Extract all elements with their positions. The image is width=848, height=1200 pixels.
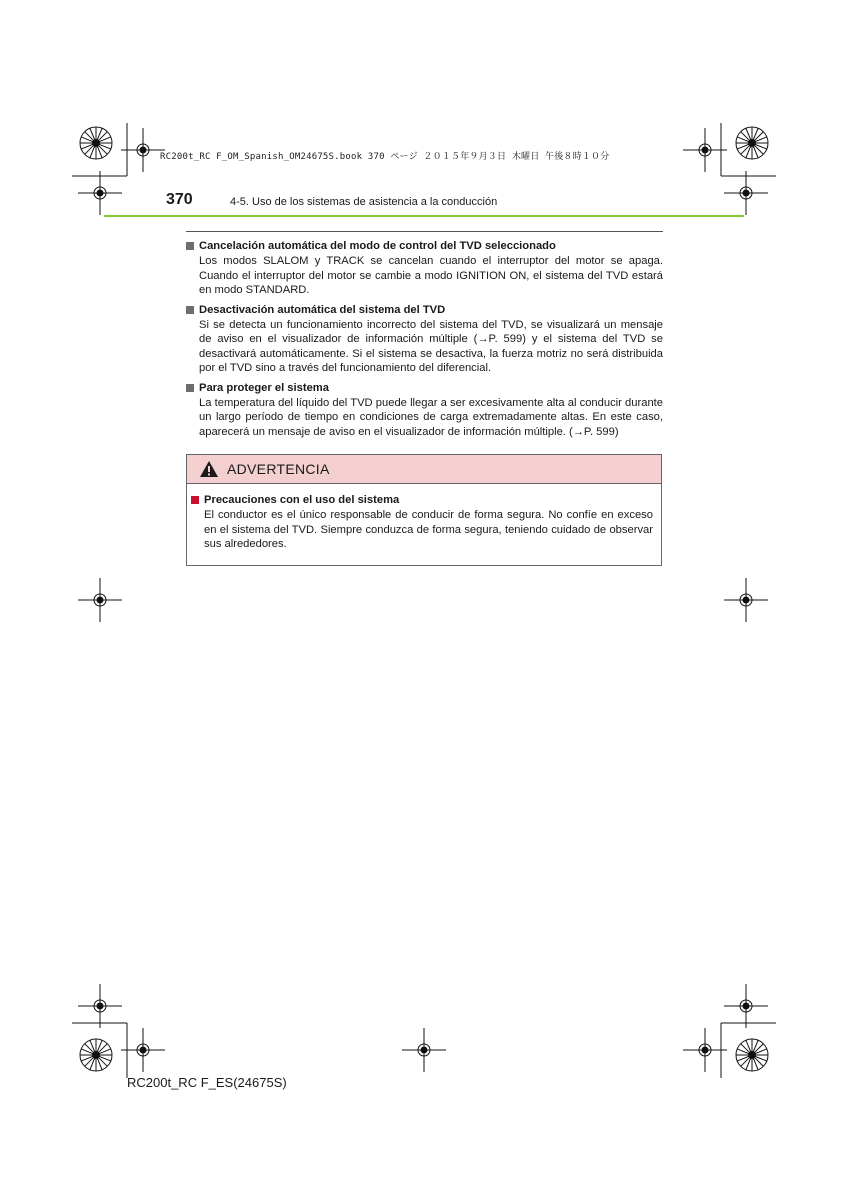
warning-item-body: El conductor es el único responsable de conducir de forma segura. No confíe en exceso en el sistema del TVD. Siempre conduzca de forma segura, teniendo cuidado de observar sus alrededores. [204,509,653,550]
registration-mark-icon [121,128,165,172]
section-title: Para proteger el sistema [199,381,329,394]
registration-mark-icon [724,984,768,1028]
section-auto-cancel [186,238,663,298]
warning-title: ADVERTENCIA [227,461,330,477]
registration-mark-icon [78,578,122,622]
warning-box [186,454,662,566]
registration-mark-icon [724,171,768,215]
warning-triangle-icon [199,460,219,478]
registration-mark-icon [724,578,768,622]
star-target-icon [80,1039,112,1071]
square-bullet-icon [186,242,194,250]
page-number: 370 [166,191,193,208]
content-top-rule [186,231,663,232]
warning-header [187,455,661,484]
registration-mark-icon [683,128,727,172]
registration-mark-icon [78,984,122,1028]
section-auto-deactivation [186,302,663,376]
registration-mark-icon [683,1028,727,1072]
star-target-icon [80,127,112,159]
star-target-icon [736,127,768,159]
chapter-title: 4-5. Uso de los sistemas de asistencia a la conducción [230,196,498,208]
section-title: Desactivación automática del sistema del TVD [199,303,446,316]
registration-mark-icon [78,171,122,215]
registration-mark-icon [121,1028,165,1072]
square-bullet-icon [186,306,194,314]
print-info-line: RC200t_RC F_OM_Spanish_OM24675S.book 370 ページ ２０１５年９月３日 木曜日 午後８時１０分 [160,152,610,162]
section-body: Si se detecta un funcionamiento incorrecto del sistema del TVD, se visualizará un mensaje de aviso en el visualizador de información múltiple (→P. 599) y el sistema del TVD se desactivará automáticamente. Si el sistema se desactiva, la fuerza motriz no será distribuida por el TVD sino a través del funcionamiento del diferencial. [199,318,663,374]
registration-mark-icon [402,1028,446,1072]
section-body: Los modos SLALOM y TRACK se cancelan cuando el interruptor del motor se apaga. Cuando el interruptor del motor se cambie a modo IGNITION ON, el sistema del TVD estará en modo STANDARD. [199,255,663,296]
footer-code: RC200t_RC F_ES(24675S) [127,1075,287,1090]
header-divider [104,215,744,217]
star-target-icon [736,1039,768,1071]
section-protect-system [186,380,663,440]
warning-item-title: Precauciones con el uso del sistema [204,494,400,506]
section-body: La temperatura del líquido del TVD puede llegar a ser excesivamente alta al conducir durante un largo período de tiempo en condiciones de carga extremadamente altas. En este caso, aparecerá un mensaje de aviso en el visualizador de información múltiple. (→P. 599) [199,396,663,438]
main-content [186,238,663,443]
square-bullet-icon [191,496,199,504]
square-bullet-icon [186,384,194,392]
section-title: Cancelación automática del modo de control del TVD seleccionado [199,240,556,252]
